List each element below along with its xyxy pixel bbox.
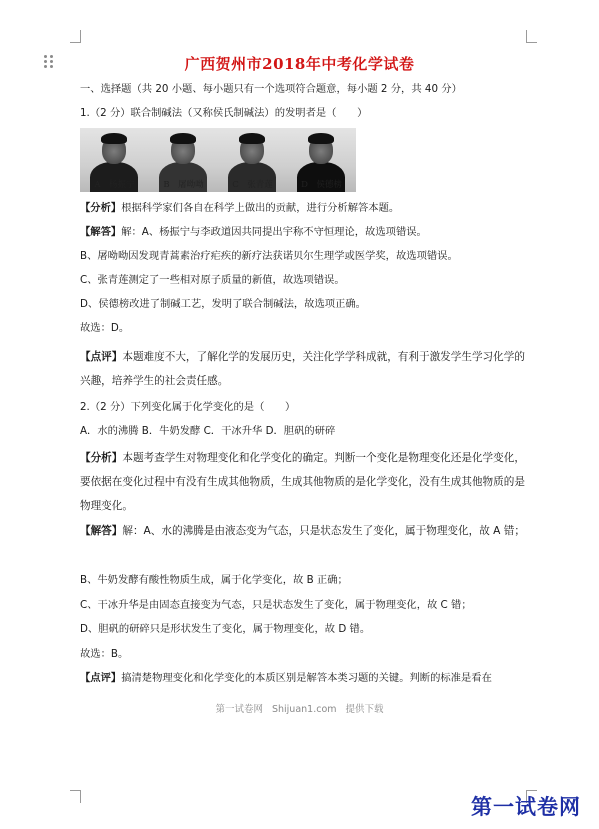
answer-tag: 【解答】 (80, 525, 123, 537)
analysis-text: 本题考查学生对物理变化和化学变化的确定。判断一个变化是物理变化还是化学变化，要依据在变化过程中有没有生成其他物质，生成其他物质的是化学变化，没有生成其他物质的是物理变化。 (80, 452, 525, 512)
q2-answer-line: B、牛奶发酵有酸性物质生成，属于化学变化，故 B 正确； (80, 574, 348, 586)
analysis-tag: 【分析】 (80, 452, 123, 464)
portrait-photo (287, 128, 356, 192)
answer-text: 解：A、杨振宁与李政道因共同提出宇称不守恒理论，故选项错误。 (121, 226, 427, 238)
portrait-photo (149, 128, 218, 192)
analysis-text: 根据科学家们各自在科学上做出的贡献，进行分析解答本题。 (121, 202, 400, 214)
comment-tag: 【点评】 (80, 672, 122, 684)
q1-answer-line: C、张青莲测定了一些相对原子质量的新值，故选项错误。 (80, 274, 345, 286)
comment-text: 搞清楚物理变化和化学变化的本质区别是解答本类习题的关键。判断的标准是看在 (121, 672, 492, 684)
comment-text: 本题难度不大，了解化学的发展历史，关注化学学科成就，有利于激发学生学习化学的兴趣，培养学生的社会责任感。 (80, 351, 525, 387)
q2-answer-line: D、胆矾的研碎只是形状发生了变化，属于物理变化，故 D 错。 (80, 623, 371, 635)
portrait-photo (218, 128, 287, 192)
question-1-stem: 1.（2 分）联合制碱法（又称侯氏制碱法）的发明者是（ ） (80, 107, 368, 119)
page-corner-mark (526, 30, 537, 43)
comment-tag: 【点评】 (80, 351, 123, 363)
page-footer: 第一试卷网 Shijuan1.com 提供下载 (215, 704, 384, 715)
q2-answer-line (80, 519, 530, 543)
photo-caption: B 屠呦呦 (163, 180, 204, 190)
photo-caption: A 杨振宁 (94, 180, 135, 190)
q2-answer-line: C、干冰升华是由固态直接变为气态，只是状态发生了变化，属于物理变化，故 C 错； (80, 599, 472, 611)
q1-answer-line (80, 225, 530, 239)
scientist-photos (80, 128, 356, 192)
photo-caption: D 侯德榜 (301, 180, 342, 190)
site-watermark: 第一试卷网 (471, 795, 581, 819)
answer-text: 解：A、水的沸腾是由液态变为气态，只是状态发生了变化，属于物理变化，故 A 错； (122, 525, 525, 537)
q2-analysis (80, 446, 530, 518)
question-2-options: A．水的沸腾 B．牛奶发酵 C．干冰升华 D．胆矾的研碎 (80, 425, 336, 437)
q2-comment (80, 671, 530, 685)
q1-comment (80, 345, 530, 393)
page-corner-mark (70, 790, 81, 803)
q1-analysis (80, 201, 530, 215)
section-header: 一、选择题（共 20 小题、每小题只有一个选项符合题意，每小题 2 分，共 40 分） (80, 83, 462, 95)
q1-answer-line: D、侯德榜改进了制碱工艺，发明了联合制碱法，故选项正确。 (80, 298, 366, 310)
q1-answer-line: 故选：D。 (80, 322, 130, 334)
portrait-photo (80, 128, 149, 192)
q1-answer-line: B、屠呦呦因发现青蒿素治疗疟疾的新疗法获诺贝尔生理学或医学奖，故选项错误。 (80, 250, 458, 262)
answer-tag: 【解答】 (80, 226, 122, 238)
question-2-stem: 2.（2 分）下列变化属于化学变化的是（ ） (80, 401, 296, 413)
page-title: 广西贺州市2018年中考化学试卷 (184, 55, 415, 73)
page-corner-mark (70, 30, 81, 43)
q2-answer-line: 故选：B。 (80, 648, 129, 660)
photo-caption: C 张青莲 (232, 180, 273, 190)
analysis-tag: 【分析】 (80, 202, 122, 214)
